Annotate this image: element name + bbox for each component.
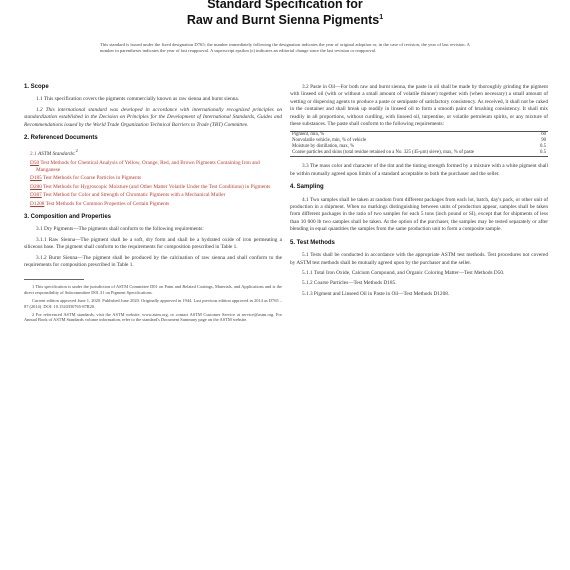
reference-item[interactable]	[24, 184, 282, 191]
scope-paragraph-2-text: 1.2 This international standard was developed in accordance with internationally recognized principles on standardization established in the Decision on Principles for the Development of International Standards, Guides and Recommendations issued by the World Trade Organization Technical Barriers to Trade (TBT) Committee.	[24, 106, 282, 128]
composition-paragraph-1: 3.1 Dry Pigments—The pigments shall conform to the following requirements:	[36, 226, 204, 233]
requirement-label: Nonvolatile vehicle, min, % of vehicle	[292, 138, 367, 144]
section-heading-scope: 1. Scope	[24, 84, 49, 90]
reference-code-link[interactable]: D185	[30, 175, 42, 182]
section-heading-sampling: 4. Sampling	[290, 184, 324, 191]
scope-paragraph-2	[24, 107, 282, 129]
composition-paragraph-burnt: 3.1.2 Burnt Sienna—The pigment shall be produced by the calcination of raw sienna and shall conform to the requirements for composition prescribed in Table 1.	[24, 254, 282, 269]
title-footnote-mark: 1	[379, 14, 384, 21]
requirement-label: Coarse particles and skins (total residue retained on a No. 325 (45-μm) sieve), max, % of paste	[290, 150, 518, 157]
reference-code-link[interactable]: D280	[30, 183, 42, 190]
reference-item[interactable]	[24, 201, 282, 208]
reference-title: Test Methods for Hygroscopic Moisture (and Other Matter Volatile Under the Test Conditions) in Pigments	[43, 183, 271, 190]
title-block	[0, 0, 570, 30]
footnote-edition: Current edition approved June 1, 2020. Published June 2020. Originally approved in 1944. Last previous edition approved in 2014 as D765 – 87 (2014). DOI: 10.1520/D0765-87R20.	[24, 298, 282, 309]
section-heading-referenced-documents: 2. Referenced Documents	[24, 135, 98, 142]
reference-item[interactable]	[24, 192, 282, 199]
footnote-divider	[24, 279, 84, 280]
requirement-value: 0.5	[540, 144, 546, 150]
test-methods-paragraph-1: 5.1 Tests shall be conducted in accordance with the appropriate ASTM test methods. Test procedures not covered by ASTM test methods shall be mutually agreed upon by the purchaser and the seller.	[290, 252, 548, 266]
table-row	[290, 150, 548, 157]
intro-mark: 2	[75, 148, 78, 154]
right-column	[290, 84, 548, 301]
reference-code-link[interactable]: D387	[30, 192, 42, 199]
requirement-value: 60	[518, 132, 548, 139]
footnote-2: 2 For referenced ASTM standards, visit the ASTM website, www.astm.org, or contact ASTM Customer Service at service@astm.org. For Annual Book of ASTM Standards volume information, refer to the standard's Document Summary page on the ASTM website.	[24, 311, 282, 323]
test-methods-paragraph-iron-oxide: 5.1.1 Total Iron Oxide, Calcium Compound, and Organic Coloring Matter—Test Methods D50.	[302, 269, 505, 276]
composition-paragraph-raw: 3.1.1 Raw Sienna—The pigment shall be a soft, dry form and shall be a hydrated oxide of iron permeating a siliceous base. The pigment shall conform to the requirements for composition prescribed in Table 1.	[24, 236, 282, 251]
intro-code: 2.1	[30, 151, 37, 158]
scope-paragraph-1: 1.1 This specification covers the pigments commercially known as raw sienna and burnt sienna.	[36, 96, 240, 103]
reference-code-link[interactable]: D50	[30, 159, 40, 166]
test-methods-paragraph-coarse: 5.1.2 Coarse Particles—Test Methods D185.	[302, 280, 397, 287]
reference-title: Test Method for Color and Strength of Chromatic Pigments with a Mechanical Muller	[43, 192, 226, 199]
astm-standards-intro	[24, 147, 282, 158]
requirement-label: Moisture by distillation, max, %	[292, 144, 355, 150]
section-heading-test-methods: 5. Test Methods	[290, 239, 335, 246]
paste-in-oil-paragraph: 3.2 Paste in Oil—For both raw and burnt sienna, the paste in oil shall be made by thoroughly grinding the pigment with linseed oil (with or without a small amount of volatile thinner) together with (when necessary) a small amount of wetting or dispersing agents to produce a paste or semipaste of satisfactory consistency. As received, it shall not be caked in the container and shall break up readily in linseed oil to form a smooth paint of brushing consistency. It shall mix readily in all proportions, without curdling, with linseed oil, turpentine, or volatile petroleum spirits, or any mixture of these substances. The paste shall conform to the following requirements:	[290, 84, 548, 128]
requirement-value: 90	[541, 138, 546, 144]
title-line-2	[0, 11, 570, 27]
tint-paragraph: 3.3 The mass color and character of the tint and the tinting strength formed by a mixture with a white pigment shall be within mutually agreed upon limits of a standard acceptable to both the purchaser and the seller.	[290, 163, 548, 177]
requirement-value: 0.5	[518, 150, 548, 157]
intro-text: ASTM Standards:	[37, 151, 76, 158]
standard-designation-note: This standard is issued under the fixed designation D765; the number immediately following the designation indicates the year of original adoption or, in the case of revision, the year of last revision. A number in parentheses indicates the year of last reapproval. A superscript epsilon (ε) indicates an editorial change since the last revision or reapproval.	[100, 42, 470, 54]
title-line-1: Standard Specification for	[207, 0, 363, 11]
test-methods-paragraph-paste: 5.1.3 Pigment and Linseed Oil in Paste in Oil—Test Methods D1208.	[302, 290, 450, 297]
reference-code-link[interactable]: D1208	[30, 200, 45, 207]
section-heading-composition: 3. Composition and Properties	[24, 214, 112, 221]
paste-requirements-table	[290, 131, 548, 157]
reference-title: Test Methods for Coarse Particles in Pigments	[43, 175, 142, 182]
sampling-paragraph: 4.1 Two samples shall be taken at random from different packages from each lot, batch, day's pack, or other unit of production in a shipment. When no markings distinguishing between units of production appear, samples shall be taken from different packages in the ratio of two samples for each 5 tons (inch pound or SI), except that for shipments of less than 10 000 lb two samples shall be taken. At the option of the purchaser, the samples may be tested separately or after blending in equal quantities the samples from the same production unit to form a composite sample.	[290, 196, 548, 233]
left-column	[24, 84, 282, 325]
requirement-label: Pigment, min, %	[290, 132, 518, 139]
reference-item[interactable]	[24, 175, 282, 182]
reference-item[interactable]	[24, 160, 282, 175]
reference-title: Test Methods for Chemical Analysis of Yellow, Orange, Red, and Brown Pigments Containing Iron and Manganese	[36, 159, 260, 174]
reference-title: Test Methods for Common Properties of Certain Pigments	[45, 200, 170, 207]
footnote-1: 1 This specification is under the jurisdiction of ASTM Committee D01 on Paint and Related Coatings, Materials, and Applications and is the direct responsibility of Subcommittee D01.31 on Pigment Specifications.	[24, 284, 282, 296]
title-text: Raw and Burnt Sienna Pigments	[186, 13, 380, 28]
